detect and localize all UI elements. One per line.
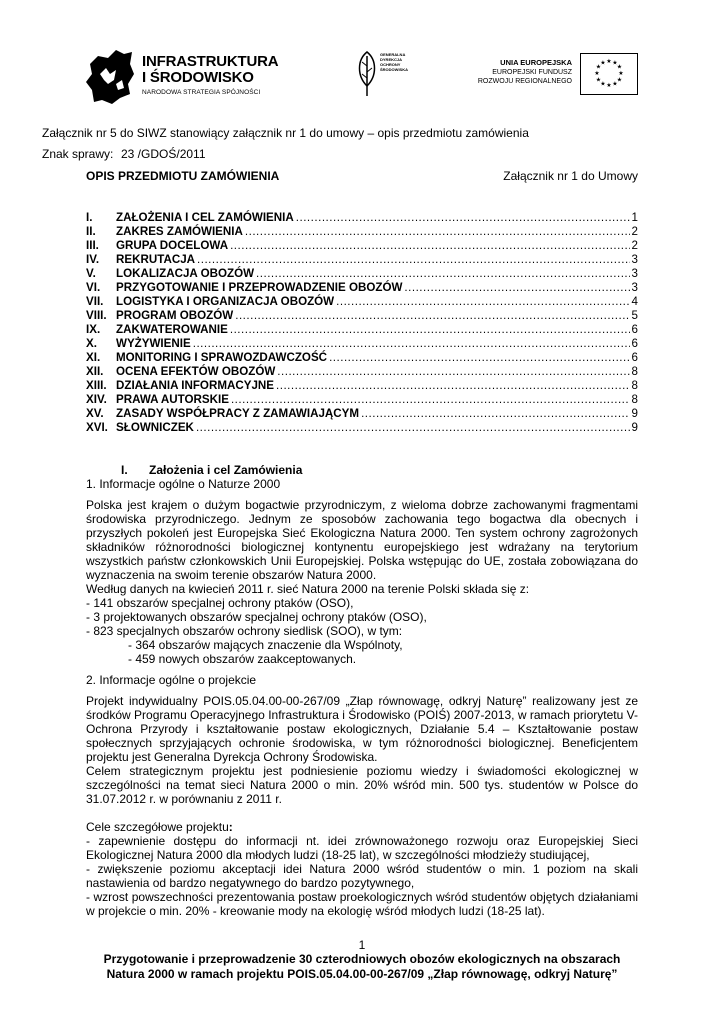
toc-entry[interactable] bbox=[86, 379, 638, 393]
toc-entry-page: 5 bbox=[631, 309, 638, 322]
sublist-item: - 459 nowych obszarów zaakceptowanych. bbox=[128, 652, 357, 666]
toc-entry-page: 8 bbox=[631, 379, 638, 392]
eu-flag-icon bbox=[580, 53, 638, 95]
eu-logo-line1: UNIA EUROPEJSKA bbox=[500, 58, 572, 67]
toc-leader-dots bbox=[235, 309, 629, 323]
toc-entry-page: 6 bbox=[631, 351, 638, 364]
svg-text:★: ★ bbox=[600, 59, 606, 67]
toc-entry-title[interactable]: DZIAŁANIA INFORMACYJNE bbox=[116, 379, 275, 392]
list-item: - 3 projektowanych obszarów specjalnej ochrony ptaków (OSO), bbox=[86, 610, 427, 624]
toc-entry[interactable] bbox=[86, 337, 638, 351]
toc-entry-title[interactable]: PROGRAM OBOZÓW bbox=[116, 309, 234, 322]
toc-entry-page: 1 bbox=[631, 211, 638, 224]
infrastruktura-logo bbox=[86, 44, 296, 106]
table-of-contents bbox=[86, 211, 638, 435]
paragraph-natura-data: Według danych na kwiecień 2011 r. sieć Natura 2000 na terenie Polski składa się z: bbox=[86, 582, 530, 596]
eu-stars-icon bbox=[581, 54, 637, 94]
document-heading: OPIS PRZEDMIOTU ZAMÓWIENIA bbox=[86, 169, 280, 183]
goal-item: - wzrost powszechności prezentowania postaw proekologicznych wśród studentów objętych działaniami w projekcie o min. 20% - kreowanie mody na ekologię wśród młodych ludzi (18-25 lat). bbox=[86, 890, 638, 918]
toc-entry[interactable] bbox=[86, 281, 638, 295]
toc-entry-page: 4 bbox=[631, 295, 638, 308]
goals-block bbox=[86, 820, 638, 918]
gdos-logo-text: GENERALNA DYREKCJA OCHRONY ŚRODOWISKA bbox=[380, 52, 408, 72]
toc-entry-page: 2 bbox=[631, 225, 638, 238]
goals-colon: : bbox=[228, 820, 233, 834]
toc-entry-number: XIV. bbox=[86, 393, 107, 406]
toc-entry-number: XV. bbox=[86, 407, 104, 420]
toc-entry-title[interactable]: PRZYGOTOWANIE I PRZEPROWADZENIE OBOZÓW bbox=[116, 281, 403, 294]
case-label: Znak sprawy: bbox=[42, 147, 114, 161]
is-logo-line1: INFRASTRUKTURA bbox=[142, 53, 279, 70]
subheading-project: 2. Informacje ogólne o projekcie bbox=[86, 673, 257, 687]
toc-entry[interactable] bbox=[86, 211, 638, 225]
svg-text:★: ★ bbox=[595, 76, 602, 84]
goal-item: - zwiększenie poziomu akceptacji idei Natura 2000 wśród studentów o min. 1 poziom na skali nastawienia od bardzo negatywnego do bardzo pozytywnego, bbox=[86, 862, 638, 890]
toc-entry-title[interactable]: MONITORING I SPRAWOZDAWCZOŚĆ bbox=[116, 351, 328, 364]
leaf-icon bbox=[355, 50, 379, 98]
poland-map-icon bbox=[86, 44, 136, 106]
toc-entry-page: 8 bbox=[631, 365, 638, 378]
svg-text:★: ★ bbox=[606, 82, 612, 89]
toc-entry-title[interactable]: ZAKWATEROWANIE bbox=[116, 323, 228, 336]
toc-entry-number: XIII. bbox=[86, 379, 107, 392]
toc-leader-dots bbox=[329, 351, 629, 365]
sublist-item: - 364 obszarów mających znaczenie dla Wspólnoty, bbox=[128, 638, 403, 652]
toc-entry-title[interactable]: OCENA EFEKTÓW OBOZÓW bbox=[116, 365, 276, 378]
toc-entry-number: IV. bbox=[86, 253, 100, 266]
paragraph-project-text: Projekt indywidualny POIS.05.04.00-00-267/09 „Złap równowagę, odkryj Naturę” realizowany jest ze środków Programu Operacyjnego Infrastruktura i Środowisko (POIŚ) 2007-2013, w ramach priorytetu V- Ochrona Przyrody i kształtowanie postaw ekologicznych, Działanie 5.4 – Kształtowanie postaw społecznych sprzyjających ochronie środowiska, w tym różnorodności biologicznej. Beneficjentem projektu jest Generalna Dyrekcja Ochrony Środowiska. bbox=[86, 694, 638, 764]
case-value: 23 /GDOŚ/2011 bbox=[121, 147, 206, 161]
toc-leader-dots bbox=[193, 337, 630, 351]
footer-line2: Natura 2000 w ramach projektu POIS.05.04.00-00-267/09 „Złap równowagę, odkryj Naturę” bbox=[106, 967, 618, 981]
page-number: 1 bbox=[358, 938, 366, 952]
eu-logo-line3: ROZWOJU REGIONALNEGO bbox=[477, 78, 572, 85]
eu-logo-text bbox=[470, 58, 572, 86]
toc-entry-number: V. bbox=[86, 267, 96, 280]
toc-entry-title[interactable]: LOKALIZACJA OBOZÓW bbox=[116, 267, 255, 280]
toc-entry-number: XI. bbox=[86, 351, 101, 364]
section-number: I. bbox=[121, 463, 128, 477]
toc-leader-dots bbox=[230, 239, 629, 253]
toc-entry-page: 3 bbox=[631, 253, 638, 266]
toc-leader-dots bbox=[245, 225, 630, 239]
toc-entry-title[interactable]: GRUPA DOCELOWA bbox=[116, 239, 229, 252]
toc-entry-number: VII. bbox=[86, 295, 104, 308]
paragraph-natura-text: Polska jest krajem o dużym bogactwie przyrodniczym, z wieloma dobrze zachowanymi fragmentami środowiska przyrodniczego. Jednym ze sposobów zachowania tego bogactwa dla obecnych i przyszłych pokoleń jest Europejska Sieć Ekologiczna Natura 2000. Ten system ochrony zagrożonych składników różnorodności biologicznej kontynentu europejskiego jest wdrażany na terytorium wszystkich państw członkowskich Unii Europejskiej. Polska wstępując do UE, została zobowiązana do wyznaczenia na swoim terenie obszarów Natura 2000. bbox=[86, 498, 638, 582]
footer-line1: Przygotowanie i przeprowadzenie 30 czterodniowych obozów ekologicznych na obszarach bbox=[103, 952, 621, 966]
goals-label: Cele szczegółowe projektu bbox=[86, 820, 229, 834]
toc-entry[interactable] bbox=[86, 253, 638, 267]
svg-text:★: ★ bbox=[595, 63, 602, 71]
toc-entry-title[interactable]: PRAWA AUTORSKIE bbox=[116, 393, 229, 406]
toc-leader-dots bbox=[197, 253, 630, 267]
toc-leader-dots bbox=[296, 211, 630, 225]
toc-entry-number: XVI. bbox=[86, 421, 108, 434]
toc-entry[interactable] bbox=[86, 309, 638, 323]
toc-entry-number: I. bbox=[86, 211, 93, 224]
toc-entry-page: 2 bbox=[631, 239, 638, 252]
goal-item: - zapewnienie dostępu do informacji nt. idei zrównoważonego rozwoju oraz Europejskiej Sieci Ekologicznej Natura 2000 dla młodych ludzi (18-25 lat), w szczególności młodzieży studiującej, bbox=[86, 834, 638, 862]
toc-leader-dots bbox=[361, 407, 629, 421]
toc-entry-title[interactable]: ZASADY WSPÓŁPRACY Z ZAMAWIAJĄCYM bbox=[116, 407, 360, 420]
toc-leader-dots bbox=[404, 281, 629, 295]
toc-entry[interactable] bbox=[86, 295, 638, 309]
toc-leader-dots bbox=[256, 267, 630, 281]
toc-entry[interactable] bbox=[86, 239, 638, 253]
toc-entry-title[interactable]: WYŻYWIENIE bbox=[116, 337, 191, 350]
toc-entry-number: XII. bbox=[86, 365, 104, 378]
toc-entry-title[interactable]: ZAŁOŻENIA I CEL ZAMÓWIENIA bbox=[116, 211, 294, 224]
toc-entry-number: II. bbox=[86, 225, 96, 238]
toc-entry[interactable] bbox=[86, 407, 638, 421]
toc-entry-title[interactable]: LOGISTYKA I ORGANIZACJA OBOZÓW bbox=[116, 295, 335, 308]
eu-logo-line2: EUROPEJSKI FUNDUSZ bbox=[492, 69, 572, 76]
toc-entry[interactable] bbox=[86, 225, 638, 239]
toc-entry[interactable] bbox=[86, 351, 638, 365]
svg-text:★: ★ bbox=[606, 58, 612, 65]
svg-text:★: ★ bbox=[618, 70, 624, 77]
toc-entry-page: 3 bbox=[631, 267, 638, 280]
toc-leader-dots bbox=[196, 421, 630, 435]
attachment-right: Załącznik nr 1 do Umowy bbox=[503, 169, 638, 183]
toc-entry[interactable] bbox=[86, 393, 638, 407]
toc-leader-dots bbox=[277, 365, 629, 379]
paragraph-strategic-goal: Celem strategicznym projektu jest podniesienie poziomu wiedzy i świadomości ekologicznej w szczególności na temat sieci Natura 2000 o min. 20% wśród min. 500 tys. studentów w Polsce do 31.07.2012 r. w porównaniu z 2011 r. bbox=[86, 764, 638, 806]
toc-entry-title[interactable]: REKRUTACJA bbox=[116, 253, 196, 266]
toc-entry-number: VI. bbox=[86, 281, 101, 294]
is-logo-line2: I ŚRODOWISKO bbox=[142, 69, 254, 86]
toc-leader-dots bbox=[231, 393, 630, 407]
toc-entry[interactable] bbox=[86, 365, 638, 379]
paragraph-project bbox=[86, 694, 638, 806]
toc-entry-page: 8 bbox=[631, 393, 638, 406]
toc-entry-number: III. bbox=[86, 239, 99, 252]
list-item: - 141 obszarów specjalnej ochrony ptaków (OSO), bbox=[86, 596, 354, 610]
svg-text:★: ★ bbox=[600, 80, 606, 88]
svg-text:★: ★ bbox=[612, 59, 618, 67]
toc-entry-page: 9 bbox=[631, 407, 638, 420]
subheading-natura: 1. Informacje ogólne o Naturze 2000 bbox=[86, 477, 281, 491]
attachment-line: Załącznik nr 5 do SIWZ stanowiący załącznik nr 1 do umowy – opis przedmiotu zamówienia bbox=[42, 126, 529, 140]
paragraph-natura bbox=[86, 498, 638, 666]
toc-entry-number: X. bbox=[86, 337, 97, 350]
toc-leader-dots bbox=[276, 379, 630, 393]
svg-text:★: ★ bbox=[616, 76, 623, 84]
toc-entry-number: IX. bbox=[86, 323, 101, 336]
toc-leader-dots bbox=[336, 295, 629, 309]
svg-text:★: ★ bbox=[612, 80, 618, 88]
toc-entry-page: 6 bbox=[631, 337, 638, 350]
svg-text:★: ★ bbox=[594, 70, 600, 77]
svg-text:★: ★ bbox=[616, 63, 623, 71]
toc-entry-number: VIII. bbox=[86, 309, 107, 322]
toc-entry[interactable] bbox=[86, 323, 638, 337]
section-title: Założenia i cel Zamówienia bbox=[149, 463, 303, 477]
toc-entry-title[interactable]: ZAKRES ZAMÓWIENIA bbox=[116, 225, 243, 238]
toc-entry-title[interactable]: SŁOWNICZEK bbox=[116, 421, 194, 434]
toc-leader-dots bbox=[230, 323, 630, 337]
toc-entry[interactable] bbox=[86, 267, 638, 281]
page-footer bbox=[86, 938, 638, 982]
toc-entry-page: 6 bbox=[631, 323, 638, 336]
is-logo-tagline: NARODOWA STRATEGIA SPÓJNOŚCI bbox=[142, 89, 261, 96]
toc-entry[interactable] bbox=[86, 421, 638, 435]
gdos-logo bbox=[355, 50, 415, 100]
list-item: - 823 specjalnych obszarów ochrony siedlisk (SOO), w tym: bbox=[86, 624, 403, 638]
toc-entry-page: 9 bbox=[631, 421, 638, 434]
toc-entry-page: 3 bbox=[631, 281, 638, 294]
